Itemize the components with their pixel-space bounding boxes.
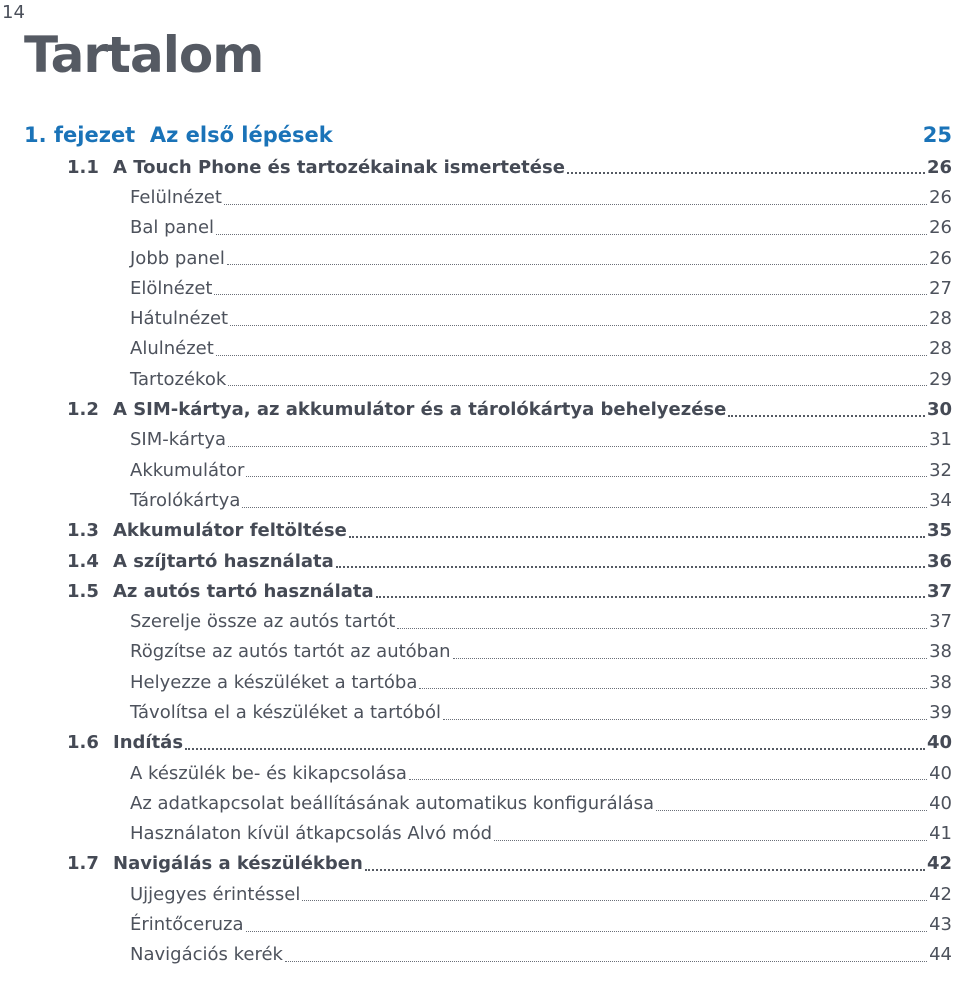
toc-page-number: 40: [926, 732, 952, 754]
page-title: Tartalom: [24, 26, 264, 84]
toc-subsection-entry[interactable]: [0, 697, 952, 727]
toc-entry-label: Navigációs kerék: [130, 944, 283, 966]
toc-entry-label: Távolítsa el a készüléket a tartóból: [130, 701, 442, 723]
dot-leader: [224, 204, 927, 205]
toc-page-number: 40: [929, 762, 952, 784]
toc-entry-label: Tárolókártya: [130, 489, 241, 511]
toc-section-entry[interactable]: [0, 546, 952, 576]
toc-subsection-entry[interactable]: [0, 213, 952, 243]
toc-page-number: 40: [929, 792, 952, 814]
toc-subsection-entry[interactable]: [0, 303, 952, 333]
page-number: 14: [2, 2, 25, 23]
dot-leader: [302, 900, 927, 901]
toc-page-number: 26: [929, 247, 952, 269]
toc-page-number: 27: [929, 277, 952, 299]
toc-page-number: 42: [929, 883, 952, 905]
toc-entry-label: A SIM-kártya, az akkumulátor és a tárolókártya behelyezése: [113, 399, 727, 421]
toc-page-number: 36: [926, 550, 952, 572]
toc-subsection-entry[interactable]: [0, 819, 952, 849]
dot-leader: [227, 264, 927, 265]
toc-section-number: 1.5: [67, 580, 99, 602]
toc-subsection-entry[interactable]: [0, 879, 952, 909]
toc-entry-label: Akkumulátor: [130, 459, 245, 481]
toc-section-entry[interactable]: [0, 152, 952, 182]
dot-leader: [228, 385, 927, 386]
chapter-heading[interactable]: [24, 120, 952, 150]
dot-leader: [336, 566, 925, 568]
toc-section-number: 1.6: [67, 732, 99, 754]
toc-subsection-entry[interactable]: [0, 667, 952, 697]
dot-leader: [409, 779, 927, 780]
dot-leader: [728, 415, 925, 417]
dot-leader: [214, 294, 927, 295]
toc-section-number: 1.3: [67, 520, 99, 542]
toc-page-number: 37: [926, 580, 952, 602]
toc-subsection-entry[interactable]: [0, 940, 952, 970]
toc-page-number: 29: [929, 368, 952, 390]
toc-section-number: 1.2: [67, 399, 99, 421]
toc-page-number: 38: [929, 641, 952, 663]
toc-section-entry[interactable]: [0, 394, 952, 424]
toc-page-number: 28: [929, 308, 952, 330]
chapter-label: 1. fejezet Az első lépések: [24, 123, 333, 147]
toc-entry-label: Bal panel: [130, 217, 215, 239]
toc-subsection-entry[interactable]: [0, 182, 952, 212]
dot-leader: [246, 476, 927, 477]
toc-page-number: 43: [929, 914, 952, 936]
toc-entry-label: Az adatkapcsolat beállításának automatikus konfigurálása: [130, 792, 655, 814]
toc-entry-label: SIM-kártya: [130, 429, 227, 451]
toc-page-number: 41: [929, 823, 952, 845]
dot-leader: [349, 536, 925, 538]
toc-entry-label: Ujjegyes érintéssel: [130, 883, 301, 905]
toc-entry-label: Az autós tartó használata: [113, 580, 374, 602]
toc-page-number: 44: [929, 944, 952, 966]
toc-page-number: 35: [926, 520, 952, 542]
dot-leader: [397, 628, 927, 629]
dot-leader: [494, 840, 927, 841]
toc-page-number: 26: [929, 186, 952, 208]
dot-leader: [656, 810, 927, 811]
toc-entry-label: Indítás: [113, 732, 184, 754]
toc-page-number: 26: [926, 156, 952, 178]
chapter-page-number: 25: [922, 123, 952, 147]
toc-entry-label: Felülnézet: [130, 186, 222, 208]
toc-section-number: 1.4: [67, 550, 99, 572]
dot-leader: [230, 325, 927, 326]
dot-leader: [242, 507, 927, 508]
toc-subsection-entry[interactable]: [0, 364, 952, 394]
toc-page-number: 28: [929, 338, 952, 360]
toc-entry-label: Elölnézet: [130, 277, 213, 299]
toc-section-entry[interactable]: [0, 516, 952, 546]
toc-page-number: 38: [929, 671, 952, 693]
dot-leader: [567, 172, 925, 174]
toc-entry-label: Navigálás a készülékben: [113, 853, 363, 875]
dot-leader: [228, 446, 927, 447]
toc-section-number: 1.7: [67, 853, 99, 875]
toc-entry-label: Rögzítse az autós tartót az autóban: [130, 641, 451, 663]
toc-entry-label: A Touch Phone és tartozékainak ismertetése: [113, 156, 565, 178]
toc-entry-label: Akkumulátor feltöltése: [113, 520, 347, 542]
dot-leader: [216, 355, 927, 356]
toc-entry-label: Szerelje össze az autós tartót: [130, 611, 396, 633]
toc-section-number: 1.1: [67, 156, 99, 178]
toc-page-number: 39: [929, 701, 952, 723]
toc-entry-label: Jobb panel: [130, 247, 225, 269]
dot-leader: [216, 234, 927, 235]
toc-page-number: 30: [926, 399, 952, 421]
toc-entry-label: A készülék be- és kikapcsolása: [130, 762, 407, 784]
toc-entry-label: Helyezze a készüléket a tartóba: [130, 671, 418, 693]
toc-entry-label: Tartozékok: [130, 368, 227, 390]
toc-section-entry[interactable]: [0, 576, 952, 606]
toc-subsection-entry[interactable]: [0, 909, 952, 939]
toc-subsection-entry[interactable]: [0, 455, 952, 485]
dot-leader: [419, 688, 927, 689]
table-of-contents: [0, 152, 952, 970]
toc-entry-label: Érintőceruza: [130, 914, 244, 936]
dot-leader: [285, 961, 927, 962]
toc-page-number: 42: [926, 853, 952, 875]
dot-leader: [376, 596, 925, 598]
toc-entry-label: Hátulnézet: [130, 308, 229, 330]
toc-page-number: 26: [929, 217, 952, 239]
toc-entry-label: Alulnézet: [130, 338, 214, 360]
toc-entry-label: A szíjtartó használata: [113, 550, 334, 572]
toc-subsection-entry[interactable]: [0, 758, 952, 788]
dot-leader: [246, 931, 928, 932]
dot-leader: [443, 719, 927, 720]
toc-page-number: 34: [929, 489, 952, 511]
dot-leader: [185, 748, 925, 750]
toc-subsection-entry[interactable]: [0, 485, 952, 515]
toc-subsection-entry[interactable]: [0, 273, 952, 303]
toc-subsection-entry[interactable]: [0, 637, 952, 667]
toc-section-entry[interactable]: [0, 728, 952, 758]
toc-section-entry[interactable]: [0, 849, 952, 879]
toc-page-number: 32: [929, 459, 952, 481]
toc-subsection-entry[interactable]: [0, 334, 952, 364]
dot-leader: [365, 869, 925, 871]
dot-leader: [453, 658, 928, 659]
toc-subsection-entry[interactable]: [0, 243, 952, 273]
toc-page-number: 37: [929, 611, 952, 633]
toc-subsection-entry[interactable]: [0, 606, 952, 636]
toc-page-number: 31: [929, 429, 952, 451]
toc-subsection-entry[interactable]: [0, 788, 952, 818]
toc-entry-label: Használaton kívül átkapcsolás Alvó mód: [130, 823, 493, 845]
toc-subsection-entry[interactable]: [0, 425, 952, 455]
